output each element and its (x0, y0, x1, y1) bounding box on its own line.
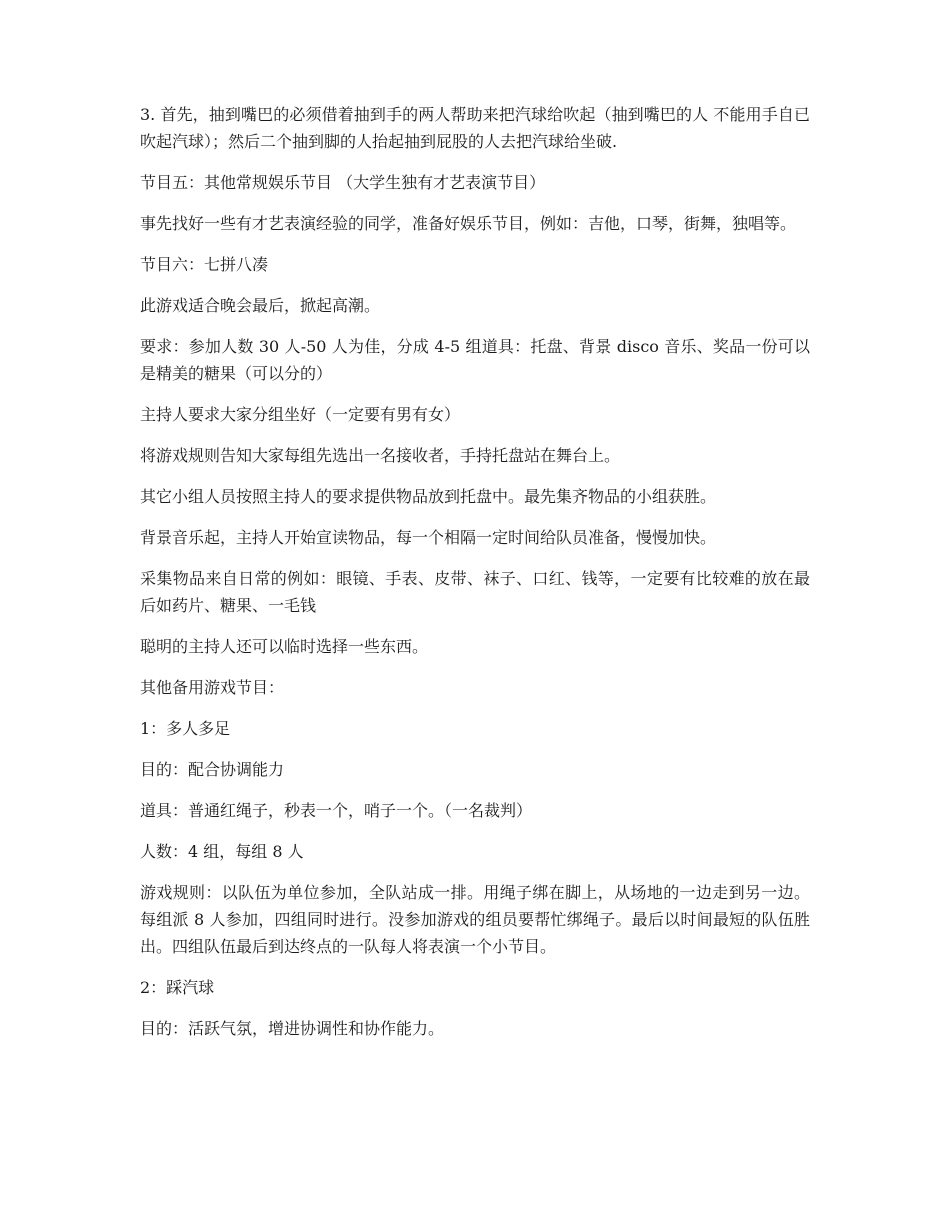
paragraph-requirements: 要求：参加人数 30 人-50 人为佳，分成 4-5 组道具：托盘、背景 disco 音乐、奖品一份可以是精美的糖果（可以分的） (140, 337, 810, 383)
section-heading-backup-games: 其他备用游戏节目： (140, 678, 285, 697)
paragraph-collect-items: 其它小组人员按照主持人的要求提供物品放到托盘中。最先集齐物品的小组获胜。 (140, 487, 717, 506)
section-heading-program-6: 节目六：七拼八凑 (140, 255, 269, 274)
paragraph-game-timing: 此游戏适合晚会最后，掀起高潮。 (140, 296, 381, 315)
game-title-multi-leg: 1：多人多足 (140, 719, 231, 738)
game-rules-multi-leg: 游戏规则：以队伍为单位参加，全队站成一排。用绳子绑在脚上，从场地的一边走到另一边。每组派 8 人参加，四组同时进行。没参加游戏的组员要帮忙绑绳子。最后以时间最短的队伍胜出。四组队伍最后到达终点的一队每人将表演一个小节目。 (140, 883, 810, 956)
paragraph-host-tip: 聪明的主持人还可以临时选择一些东西。 (140, 637, 429, 656)
paragraph-grouping: 主持人要求大家分组坐好（一定要有男有女） (140, 405, 461, 424)
paragraph-talent-prep: 事先找好一些有才艺表演经验的同学，准备好娱乐节目，例如：吉他，口琴，街舞，独唱等。 (140, 214, 797, 233)
paragraph-item-examples: 采集物品来自日常的例如：眼镜、手表、皮带、袜子、口红、钱等，一定要有比较难的放在最后如药片、糖果、一毛钱 (140, 569, 810, 615)
game-title-balloon-stomp: 2：踩汽球 (140, 978, 215, 997)
paragraph-balloon-step-3: 3. 首先，抽到嘴巴的必须借着抽到手的两人帮助来把汽球给吹起（抽到嘴巴的人 不能用手自已吹起汽球）；然后二个抽到脚的人抬起抽到屁股的人去把汽球给坐破. (140, 105, 810, 151)
game-purpose-balloon-stomp: 目的：活跃气氛，增进协调性和协作能力。 (140, 1019, 445, 1038)
game-players-multi-leg: 人数：4 组，每组 8 人 (140, 842, 304, 861)
paragraph-music-start: 背景音乐起，主持人开始宣读物品，每一个相隔一定时间给队员准备，慢慢加快。 (140, 528, 717, 547)
game-purpose-multi-leg: 目的：配合协调能力 (140, 760, 285, 779)
paragraph-rules-intro: 将游戏规则告知大家每组先选出一名接收者，手持托盘站在舞台上。 (140, 446, 621, 465)
game-props-multi-leg: 道具：普通红绳子，秒表一个，哨子一个。（一名裁判） (140, 801, 533, 820)
document-page (140, 101, 810, 1056)
section-heading-program-5: 节目五：其他常规娱乐节目 （大学生独有才艺表演节目） (140, 173, 546, 192)
